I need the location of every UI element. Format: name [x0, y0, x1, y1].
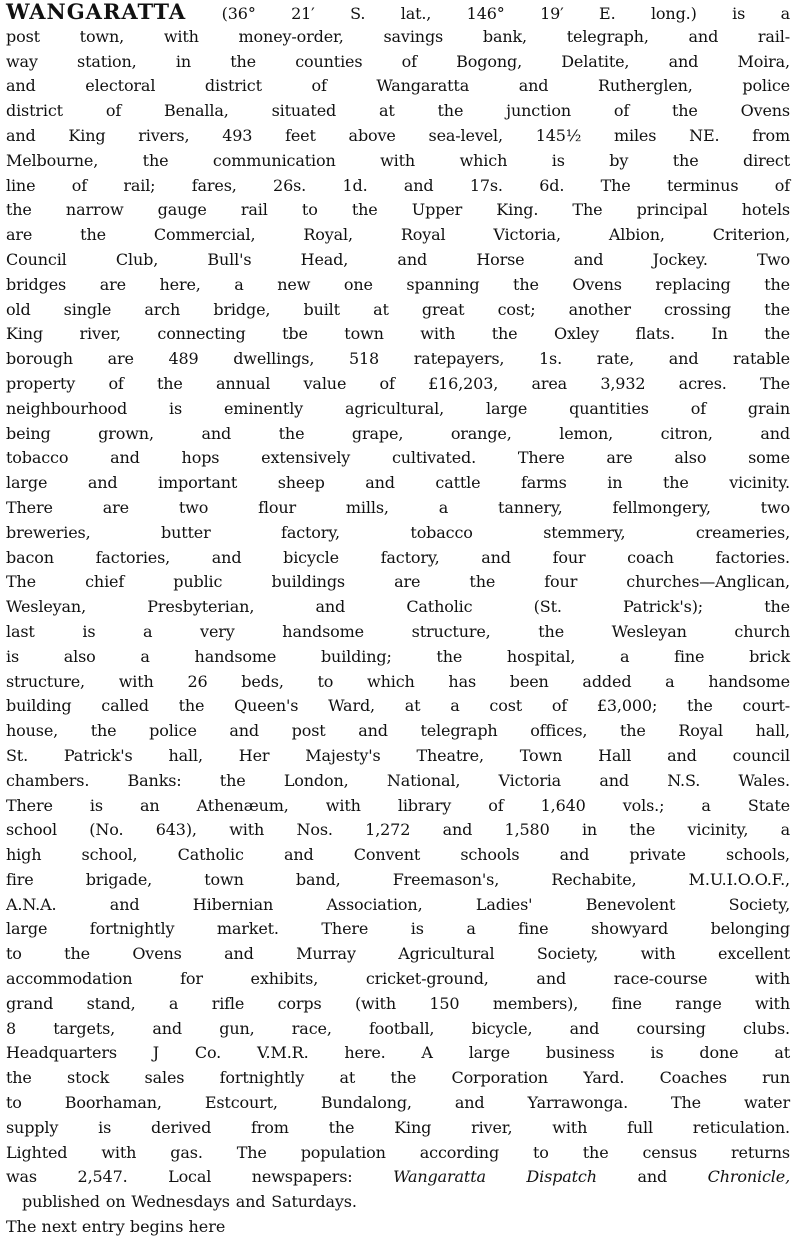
entry-heading: WANGARATTA: [6, 0, 187, 24]
entry-line: post town, with money-order, savings bank, telegraph, and rail-: [6, 26, 790, 46]
entry-line: breweries, butter factory, tobacco stemmery, creameries,: [6, 522, 790, 542]
newspapers-lead: was 2,547. Local newspapers:: [6, 1167, 353, 1187]
entry-line: There is an Athenæum, with library of 1,640 vols.; a State: [6, 795, 790, 815]
entry-line: school (No. 643), with Nos. 1,272 and 1,580 in the vicinity, a: [6, 820, 790, 840]
entry-line: Melbourne, the communication with which is by the direct: [6, 150, 790, 170]
newspapers-and: and: [637, 1167, 668, 1187]
entry-line: are the Commercial, Royal, Royal Victoria, Albion, Criterion,: [6, 225, 790, 245]
entry-line: St. Patrick's hall, Her Majesty's Theatre, Town Hall and council: [6, 745, 790, 765]
entry-line: house, the police and post and telegraph offices, the Royal hall,: [6, 721, 790, 741]
entry-line: Lighted with gas. The population according to the census returns: [6, 1142, 790, 1162]
entry-line: A.N.A. and Hibernian Association, Ladies' Benevolent Society,: [6, 894, 790, 914]
entry-line: to Boorhaman, Estcourt, Bundalong, and Yarrawonga. The water: [6, 1093, 790, 1113]
entry-line: King river, connecting tbe town with the Oxley flats. In the: [6, 324, 790, 344]
entry-line: borough are 489 dwellings, 518 ratepayers, 1s. rate, and ratable: [6, 349, 790, 369]
entry-line: high school, Catholic and Convent schools and private schools,: [6, 845, 790, 865]
newspaper-title-dispatch: Wangaratta Dispatch: [393, 1167, 597, 1187]
entry-line: district of Benalla, situated at the junction of the Ovens: [6, 101, 790, 121]
gazetteer-entry: [6, 0, 791, 1237]
entry-line: Wesleyan, Presbyterian, and Catholic (St. Patrick's); the: [6, 597, 790, 617]
entry-line: and King rivers, 493 feet above sea-level, 145½ miles NE. from: [6, 125, 790, 145]
entry-line: tobacco and hops extensively cultivated. There are also some: [6, 448, 790, 468]
entry-line-final: [6, 1190, 790, 1215]
entry-line: being grown, and the grape, orange, lemon, citron, and: [6, 423, 790, 443]
entry-line-1: [6, 0, 790, 25]
entry-line: old single arch bridge, built at great cost; another crossing the: [6, 299, 790, 319]
entry-line: large fortnightly market. There is a fine showyard belonging: [6, 919, 790, 939]
entry-line: to the Ovens and Murray Agricultural Society, with excellent: [6, 944, 790, 964]
entry-line: last is a very handsome structure, the Wesleyan church: [6, 621, 790, 641]
entry-line: is also a handsome building; the hospital, a fine brick: [6, 646, 790, 666]
entry-line: property of the annual value of £16,203, area 3,932 acres. The: [6, 373, 790, 393]
entry-line: bridges are here, a new one spanning the Ovens replacing the: [6, 274, 790, 294]
newspaper-title-chronicle: Chronicle,: [707, 1167, 791, 1187]
entry-line: The chief public buildings are the four churches—Anglican,: [6, 572, 790, 592]
final-line-text: published on Wednesdays and Saturdays.: [22, 1192, 357, 1212]
entry-line: way station, in the counties of Bogong, Delatite, and Moira,: [6, 51, 790, 71]
entry-text: (36° 21′ S. lat., 146° 19′ E. long.) is a: [221, 4, 790, 23]
entry-line: grand stand, a rifle corps (with 150 members), fine range with: [6, 993, 790, 1013]
entry-line: Headquarters J Co. V.M.R. here. A large business is done at: [6, 1043, 790, 1063]
entry-line: supply is derived from the King river, with full reticulation.: [6, 1117, 790, 1137]
entry-line: line of rail; fares, 26s. 1d. and 17s. 6d. The terminus of: [6, 175, 790, 195]
entry-line: bacon factories, and bicycle factory, and four coach factories.: [6, 547, 790, 567]
cut-off-next-line: The next entry begins here: [6, 1217, 226, 1237]
entry-line: structure, with 26 beds, to which has been added a handsome: [6, 671, 790, 691]
entry-line: the narrow gauge rail to the Upper King. The principal hotels: [6, 200, 790, 220]
entry-line: the stock sales fortnightly at the Corporation Yard. Coaches run: [6, 1068, 790, 1088]
entry-line: fire brigade, town band, Freemason's, Rechabite, M.U.I.O.O.F.,: [6, 869, 790, 889]
entry-line: accommodation for exhibits, cricket-ground, and race-course with: [6, 969, 790, 989]
entry-line-newspapers: [6, 1165, 790, 1190]
entry-line: chambers. Banks: the London, National, Victoria and N.S. Wales.: [6, 770, 790, 790]
entry-line: neighbourhood is eminently agricultural, large quantities of grain: [6, 398, 790, 418]
entry-line: There are two flour mills, a tannery, fellmongery, two: [6, 497, 790, 517]
entry-line: large and important sheep and cattle farms in the vicinity.: [6, 473, 790, 493]
entry-line: Council Club, Bull's Head, and Horse and Jockey. Two: [6, 249, 790, 269]
entry-line: 8 targets, and gun, race, football, bicycle, and coursing clubs.: [6, 1018, 790, 1038]
entry-line: and electoral district of Wangaratta and Rutherglen, police: [6, 76, 790, 96]
entry-line: building called the Queen's Ward, at a cost of £3,000; the court-: [6, 696, 790, 716]
